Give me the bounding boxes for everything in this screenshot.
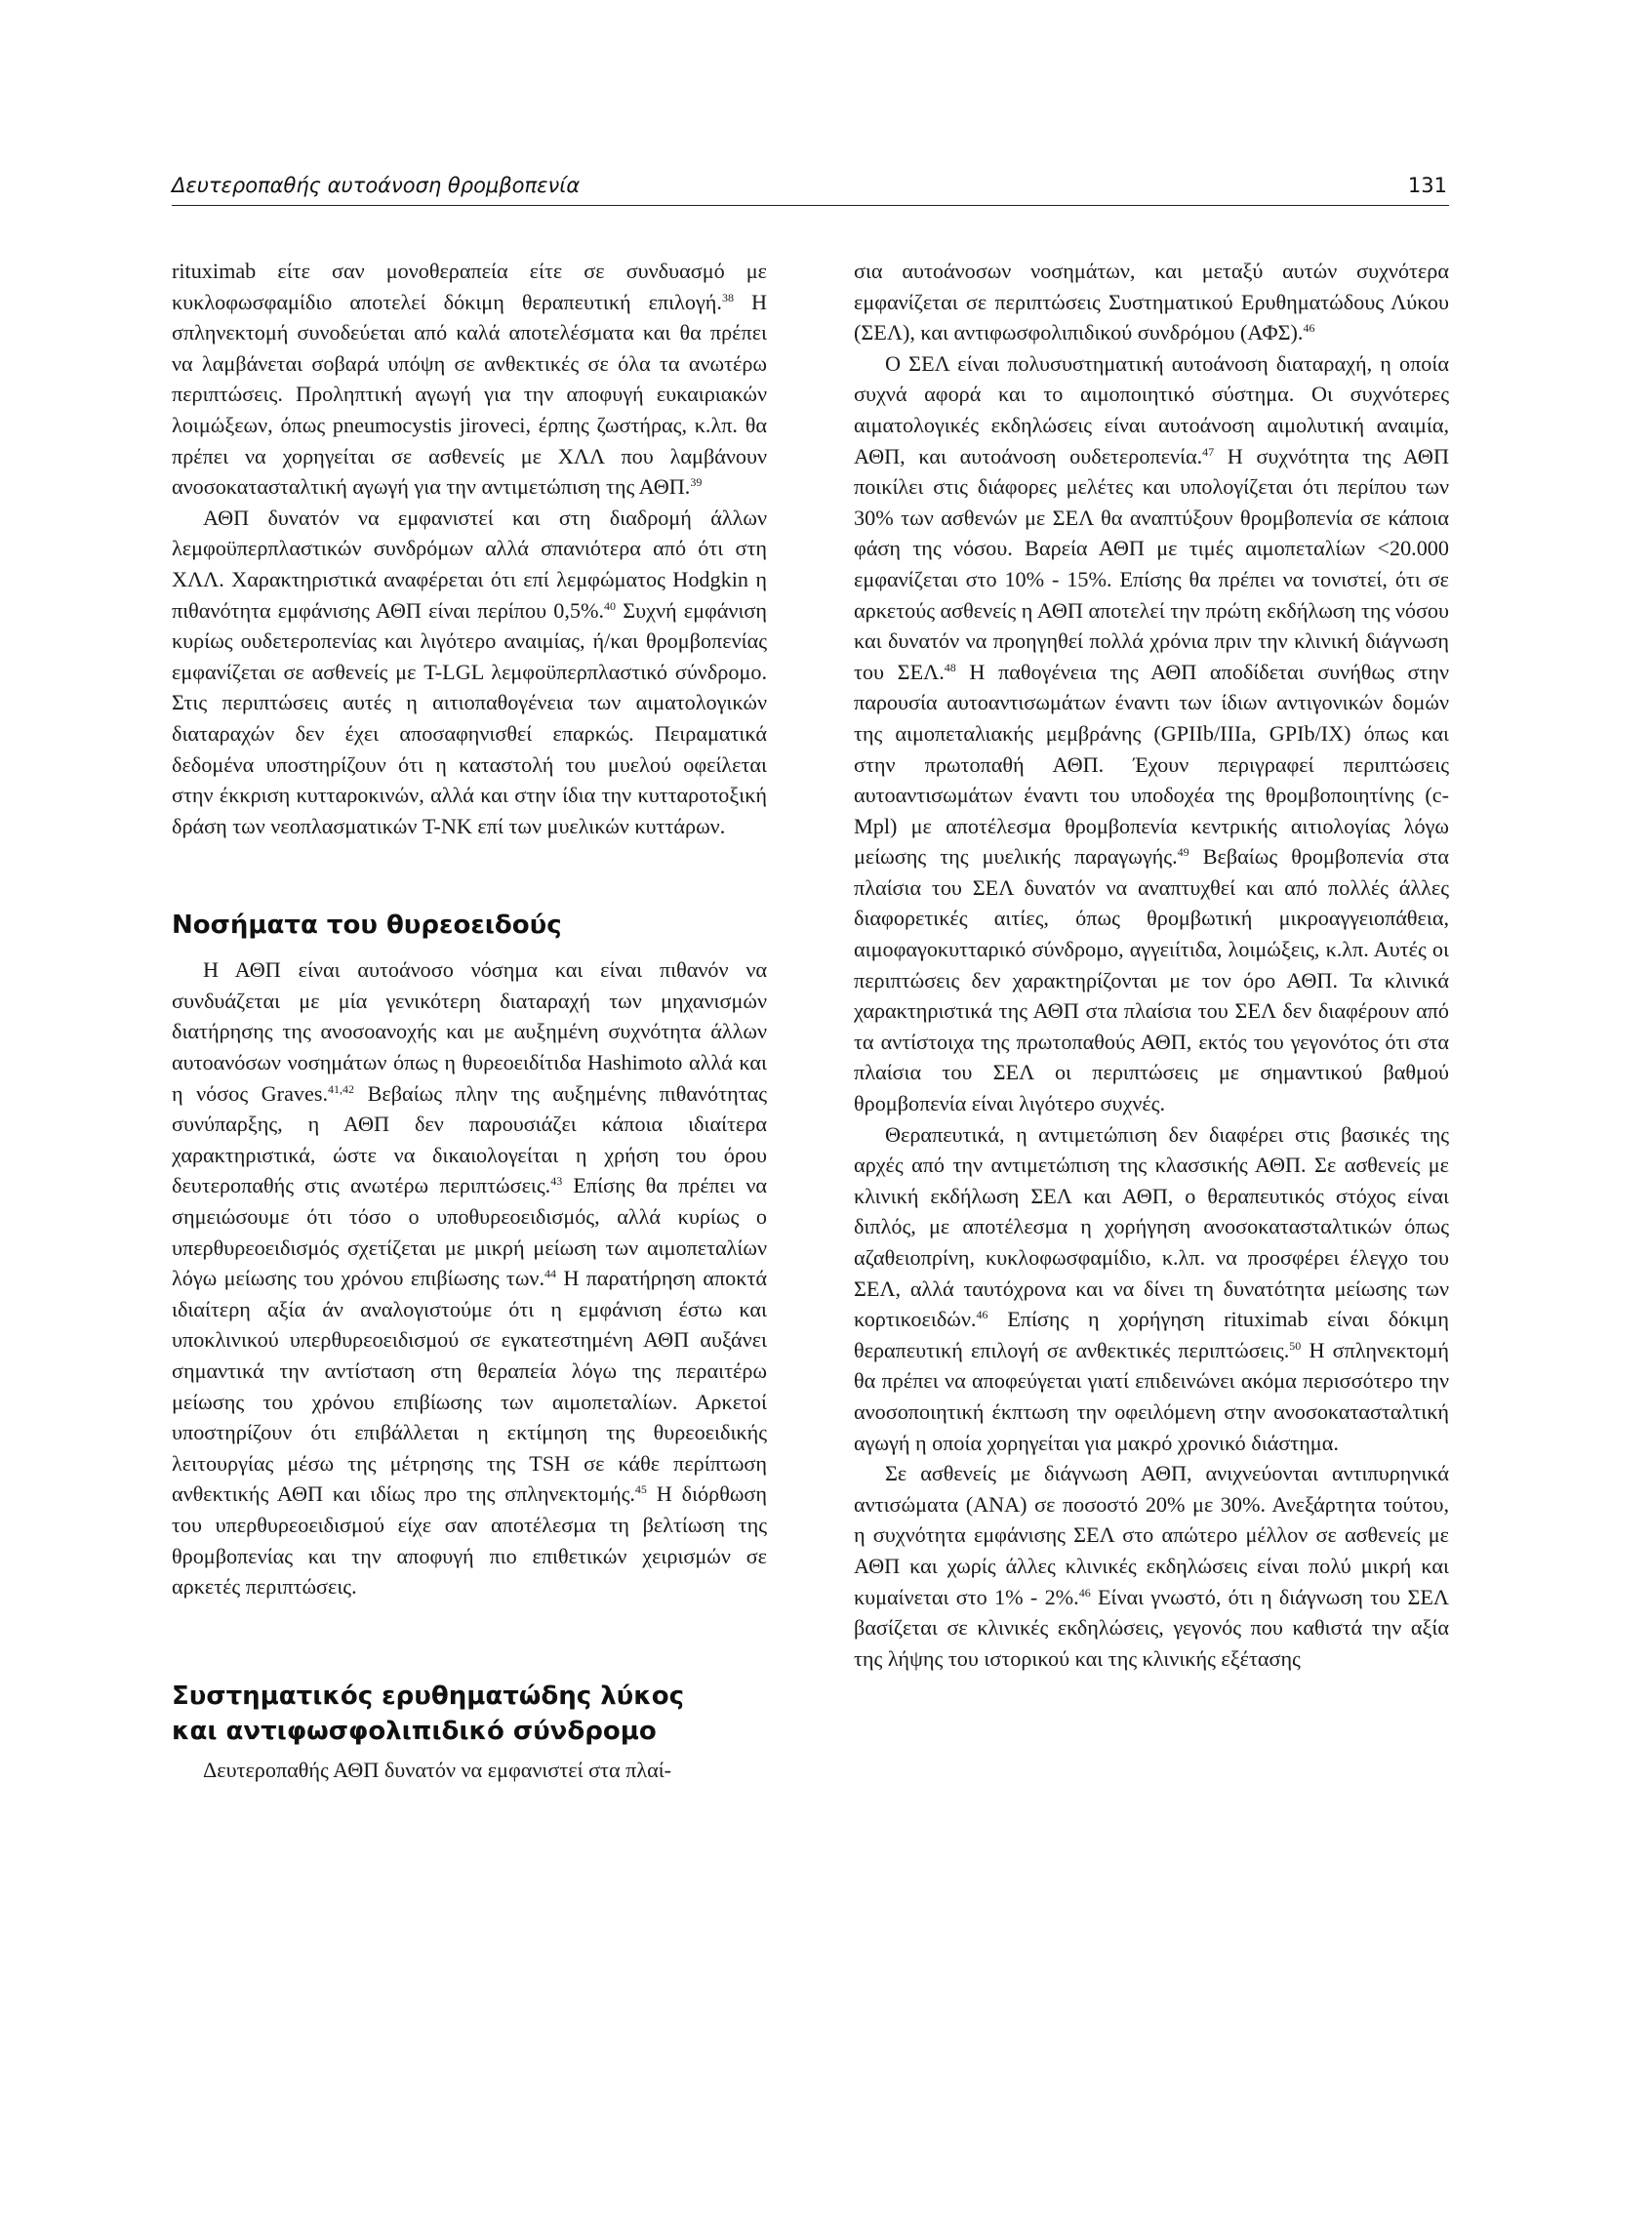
citation: 46 [1303, 321, 1315, 336]
paragraph: Δευτεροπαθής ΑΘΠ δυνατόν να εμφανιστεί στα πλαί- [203, 1757, 672, 1782]
citation: 38 [721, 290, 734, 304]
right-column [854, 256, 1449, 1674]
paragraph: Σε ασθενείς με διάγνωση ΑΘΠ, ανιχνεύονται αντιπυρηνικά αντισώματα (ΑΝΑ) σε ποσοστό 20% με 30%. Ανεξάρτητα τούτου, η συχνότητα εμφάνισης ΣΕΛ στο απώτερο μέλλον σε ασθενείς με ΑΘΠ και χωρίς άλλες κλινικές εκδηλώσεις είναι πολύ μικρή και κυμαίνεται στο 1% - 2%.$^{46}$ Είναι γνωστό, ότι η διάγνωση του ΣΕΛ βασίζεται σε κλινικές εκδηλώσεις, γεγονός που καθιστά την αξία της λήψης του ιστορικού και της κλινικής εξέτασης [854, 1461, 1449, 1671]
citation: 41,42 [328, 1081, 355, 1096]
paragraph: Η ΑΘΠ είναι αυτοάνοσο νόσημα και είναι πιθανόν να συνδυάζεται με μία γενικότερη διαταραχή των μηχανισμών διατήρησης της ανοσοανοχής και με αυξημένη συχνότητα άλλων αυτοανόσων νοσημάτων όπως η θυρεοειδίτιδα Hashimoto αλλά και η νόσος Graves.$^{41,42}$ Βεβαίως πλην της αυξημένης πιθανότητας συνύπαρξης, η ΑΘΠ δεν παρουσιάζει κάποια ιδιαίτερα χαρακτηριστικά, ώστε να δικαιολογείται η χρήση του όρου δευτεροπαθής στις ανωτέρω περιπτώσεις.$^{43}$ Επίσης θα πρέπει να σημειώσουμε ότι τόσο ο υποθυρεοειδισμός, αλλά κυρίως ο υπερθυρεοειδισμός σχετίζεται με μικρή μείωση των αιμοπεταλίων λόγω μείωσης του χρόνου επιβίωσης των.$^{44}$ Η παρατήρηση αποκτά ιδιαίτερη αξία άν αναλογιστούμε ότι η εμφάνιση έστω και υποκλινικού υπερθυρεοειδισμού σε εγκατεστημένη ΑΘΠ αυξάνει σημαντικά την αντίσταση στη θεραπεία λόγω της περαιτέρω μείωσης του χρόνου επιβίωσης των αιμοπεταλίων. Αρκετοί υποστηρίζουν ότι επιβάλλεται η εκτίμηση της θυρεοειδικής λειτουργίας μέσω της μέτρησης της TSH σε κάθε περίπτωση ανθεκτικής ΑΘΠ και ιδίως προ της σπληνεκτομής.$^{45}$ Η διόρθωση του υπερθυρεοειδισμού είχε σαν αποτέλεσμα τη βελτίωση της θρομβοπενίας και την αποφυγή πιο επιθετικών χειρισμών σε αρκετές περιπτώσεις. [172, 957, 767, 1600]
page-number: 131 [1407, 174, 1447, 197]
citation: 45 [634, 1482, 647, 1497]
running-title: Δευτεροπαθής αυτοάνοση θρομβοπενία [172, 174, 581, 197]
left-column [172, 256, 767, 1785]
heading-line: Συστηματικός ερυθηματώδης λύκος [172, 1681, 684, 1711]
citation: 43 [550, 1174, 563, 1189]
citation: 46 [1078, 1585, 1091, 1600]
paragraph: ΑΘΠ δυνατόν να εμφανιστεί και στη διαδρομή άλλων λεμφοϋπερπλαστικών συνδρόμων αλλά σπανιότερα από ότι στη ΧΛΛ. Χαρακτηριστικά αναφέρεται ότι επί λεμφώματος Hodgkin η πιθανότητα εμφάνισης ΑΘΠ είναι περίπου 0,5%.$^{40}$ Συχνή εμφάνιση κυρίως ουδετεροπενίας και λιγότερο αναιμίας, ή/και θρομβοπενίας εμφανίζεται σε ασθενείς με T-LGL λεμφοϋπερπλαστικό σύνδρομο. Στις περιπτώσεις αυτές η αιτιοπαθογένεια των αιματολογικών διαταραχών δεν έχει αποσαφηνισθεί επαρκώς. Πειραματικά δεδομένα υποστηρίζουν ότι η καταστολή του μυελού οφείλεται στην έκκριση κυτταροκινών, αλλά και στην ίδια την κυτταροτοξική δράση των νεοπλασματικών T-NK επί των μυελικών κυττάρων. [172, 505, 767, 838]
heading-line: και αντιφωσφολιπιδικό σύνδρομο [172, 1716, 657, 1746]
citation: 48 [944, 660, 956, 674]
paragraph: Θεραπευτικά, η αντιμετώπιση δεν διαφέρει στις βασικές της αρχές από την αντιμετώπιση της κλασσικής ΑΘΠ. Σε ασθενείς με κλινική εκδήλωση ΣΕΛ και ΑΘΠ, ο θεραπευτικός στόχος είναι διπλός, με αποτέλεσμα η χορήγηση ανοσοκατασταλτικών όπως αζαθειοπρίνη, κυκλοφωσφαμίδιο, κ.λπ. να προσφέρει έλεγχο του ΣΕΛ, αλλά ταυτόχρονα και να δίνει τη δυνατότητα μείωσης των κορτικοειδών.$^{46}$ Επίσης η χορήγηση rituximab είναι δόκιμη θεραπευτική επιλογή σε ανθεκτικές περιπτώσεις.$^{50}$ Η σπληνεκτομή θα πρέπει να αποφεύγεται γιατί επιδεινώνει ακόμα περισσότερο την ανοσοποιητική έκπτωση την οφειλόμενη στην ανοσοκατασταλτική αγωγή η οποία χορηγείται για μακρό χρονικό διάστημα. [854, 1121, 1450, 1455]
citation: 40 [604, 598, 617, 613]
section-heading-thyroid: Νοσήματα του θυρεοειδούς [172, 911, 562, 941]
citation: 47 [1202, 444, 1215, 459]
citation: 44 [544, 1267, 557, 1281]
citation: 39 [690, 475, 703, 490]
citation: 50 [1289, 1338, 1302, 1353]
citation: 46 [976, 1308, 988, 1322]
paragraph: σια αυτοάνοσων νοσημάτων, και μεταξύ αυτών συχνότερα εμφανίζεται σε περιπτώσεις Συστηματικού Ερυθηματώδους Λύκου (ΣΕΛ), και αντιφωσφολιπιδικού συνδρόμου (ΑΦΣ).$^{46}$ [854, 259, 1449, 345]
paragraph: rituximab είτε σαν μονοθεραπεία είτε σε συνδυασμό με κυκλοφωσφαμίδιο αποτελεί δόκιμη θεραπευτική επιλογή.$^{38}$ Η σπληνεκτομή συνοδεύεται από καλά αποτελέσματα και θα πρέπει να λαμβάνεται σοβαρά υπόψη σε ανθεκτικές σε όλα τα ανωτέρω περιπτώσεις. Προληπτική αγωγή για την αποφυγή ευκαιριακών λοιμώξεων, όπως pneumocystis jiroveci, έρπης ζωστήρας, κ.λπ. θα πρέπει να χορηγείται σε ασθενείς με ΧΛΛ που λαμβάνουν ανοσοκατασταλτική αγωγή για την αντιμετώπιση της ΑΘΠ.$^{39}$ [172, 259, 767, 500]
paragraph: Ο ΣΕΛ είναι πολυσυστηματική αυτοάνοση διαταραχή, η οποία συχνά αφορά και το αιμοποιητικό σύστημα. Οι συχνότερες αιματολογικές εκδηλώσεις είναι αυτοάνοση αιμολυτική αναιμία, ΑΘΠ, και αυτοάνοση ουδετεροπενία.$^{47}$ Η συχνότητα της ΑΘΠ ποικίλει στις διάφορες μελέτες και υπολογίζεται ότι περίπου των 30% των ασθενών με ΣΕΛ θα αναπτύξουν θρομβοπενία σε κάποια φάση της νόσου. Βαρεία ΑΘΠ με τιμές αιμοπεταλίων <20.000 εμφανίζεται στο 10% - 15%. Επίσης θα πρέπει να τονιστεί, ότι σε αρκετούς ασθενείς η ΑΘΠ αποτελεί την πρώτη εκδήλωση της νόσου και δυνατόν να προηγηθεί πολλά χρόνια πριν την κλινική διάγνωση του ΣΕΛ.$^{48}$ Η παθογένεια της ΑΘΠ αποδίδεται συνήθως στην παρουσία αυτοαντισωμάτων έναντι των ίδιων αντιγονικών δομών της αιμοπεταλιακής μεμβράνης (GPIIb/IIIa, GPIb/IX) όπως και στην πρωτοπαθή ΑΘΠ. Έχουν περιγραφεί περιπτώσεις αυτοαντισωμάτων έναντι του υποδοχέα της θρομβοποιητίνης (c-Mpl) με αποτέλεσμα θρομβοπενία κεντρικής αιτιολογίας λόγω μείωσης της μυελικής παραγωγής.$^{49}$ Βεβαίως θρομβοπενία στα πλαίσια του ΣΕΛ δυνατόν να αναπτυχθεί και από πολλές άλλες διαφορετικές αιτίες, όπως θρομβωτική μικροαγγειοπάθεια, αιμοφαγοκυτταρικό σύνδρομο, αγγειίτιδα, λοιμώξεις, κ.λπ. Αυτές οι περιπτώσεις δεν χαρακτηρίζονται με τον όρο ΑΘΠ. Τα κλινικά χαρακτηριστικά της ΑΘΠ στα πλαίσια του ΣΕΛ δεν διαφέρουν από τα αντίστοιχα της πρωτοπαθούς ΑΘΠ, εκτός του γεγονότος ότι στα πλαίσια του ΣΕΛ οι περιπτώσεις με σημαντικού βαθμού θρομβοπενία είναι λιγότερο συχνές. [854, 350, 1450, 1116]
running-header [172, 172, 1449, 206]
citation: 49 [1177, 845, 1189, 860]
section-heading-sle [172, 1679, 767, 1749]
